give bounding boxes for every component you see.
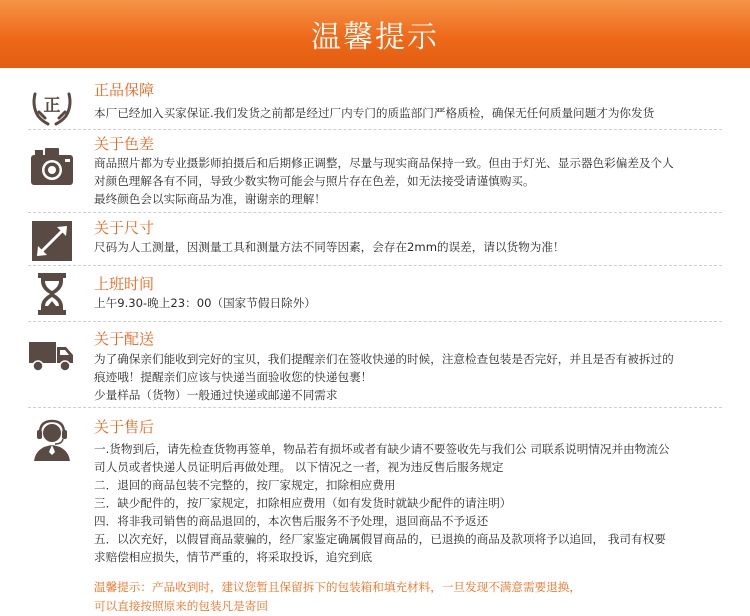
body-line: 求赔偿相应损失，情节严重的，将采取投诉，追究到底: [94, 550, 373, 564]
body-line: 二．退回的商品包装不完整的，按厂家规定，扣除相应费用: [94, 478, 396, 492]
body-line: 本厂已经加入买家保证.我们发货之前都是经过厂内专门的质监部门严格质检，确保无任何质量问题才为你发货: [94, 106, 655, 120]
body-line: 五．以次充好，以假冒商品蒙骗的，经厂家鉴定确属假冒商品的，已退换的商品及款项将予以追回， 我司有权要: [94, 532, 666, 546]
divider: [28, 321, 722, 322]
body-line: 司人员或者快递人员证明后再做处理。 以下情况之一者，视为违反售后服务规定: [94, 460, 504, 474]
body-line: 商品照片都为专业摄影师拍摄后和后期修正调整，尽量与现实商品保持一致。但由于灯光、显示器色彩偏差及个人: [94, 156, 674, 170]
section-title: 关于色差: [94, 135, 155, 153]
camera-icon: [29, 144, 75, 190]
delivery-truck-icon: [29, 333, 75, 379]
section-title: 上班时间: [94, 275, 155, 293]
body-line: 一.货物到后，请先检查货物再签单，物品若有损坏或者有缺少请不要签收先与我们公 司联系说明情况并由物流公: [94, 442, 670, 456]
divider: [28, 265, 722, 266]
section-title: 关于尺寸: [94, 219, 155, 237]
divider: [28, 212, 722, 213]
tip-line: 可以直接按照原来的包装凡是寄回: [94, 599, 268, 613]
body-line: 四．将非我司销售的商品退回的，本次售后服务不予处理，退回商品不予返还: [94, 514, 489, 528]
divider: [28, 129, 722, 130]
section-body: [94, 238, 736, 256]
warm-tip: [94, 578, 734, 616]
section-body: [94, 294, 736, 312]
header-banner: [0, 0, 750, 68]
hourglass-icon: [29, 271, 75, 317]
section-title: 关于售后: [94, 418, 155, 436]
section-body: [94, 440, 736, 566]
divider: [28, 407, 722, 408]
genuine-guarantee-icon: [29, 84, 75, 130]
section-title: 正品保障: [94, 81, 155, 99]
body-line: 痕迹哦！提醒亲们应该与快递当面验收您的快递包裹！: [94, 370, 373, 384]
body-line: 为了确保亲们能收到完好的宝贝，我们提醒亲们在签收快递的时候，注意检查包装是否完好，并且是否有被拆过的: [94, 352, 674, 366]
body-line: 少量样品（货物）一般通过快递或邮递不同需求: [94, 388, 338, 402]
body-line: 尺码为人工测量，因测量工具和测量方法不同等因素，会存在2mm的误差，请以货物为准！: [94, 240, 565, 254]
body-line: 最终颜色会以实际商品为准，谢谢亲的理解！: [94, 192, 326, 206]
tip-line: 温馨提示：产品收到时，建议您暂且保留拆下的包装箱和填充材料，一旦发现不满意需要退换，: [94, 580, 581, 594]
customer-service-icon: [29, 417, 75, 463]
body-line: 三．缺少配件的，按厂家规定，扣除相应费用（如有发货时就缺少配件的请注明）: [94, 496, 512, 510]
section-body: [94, 104, 736, 122]
section-body: [94, 350, 736, 404]
genuine-icon-char: 正: [43, 96, 61, 116]
section-title: 关于配送: [94, 330, 155, 348]
body-line: 上午9.30-晚上23：00（国家节假日除外）: [94, 296, 316, 310]
section-body: [94, 154, 736, 208]
body-line: 对颜色理解各有不同，导致少数实物可能会与照片存在色差，如无法接受请谨慎购买。: [94, 174, 535, 188]
measure-arrow-icon: [29, 218, 75, 264]
page-title: 温馨提示: [311, 20, 439, 55]
